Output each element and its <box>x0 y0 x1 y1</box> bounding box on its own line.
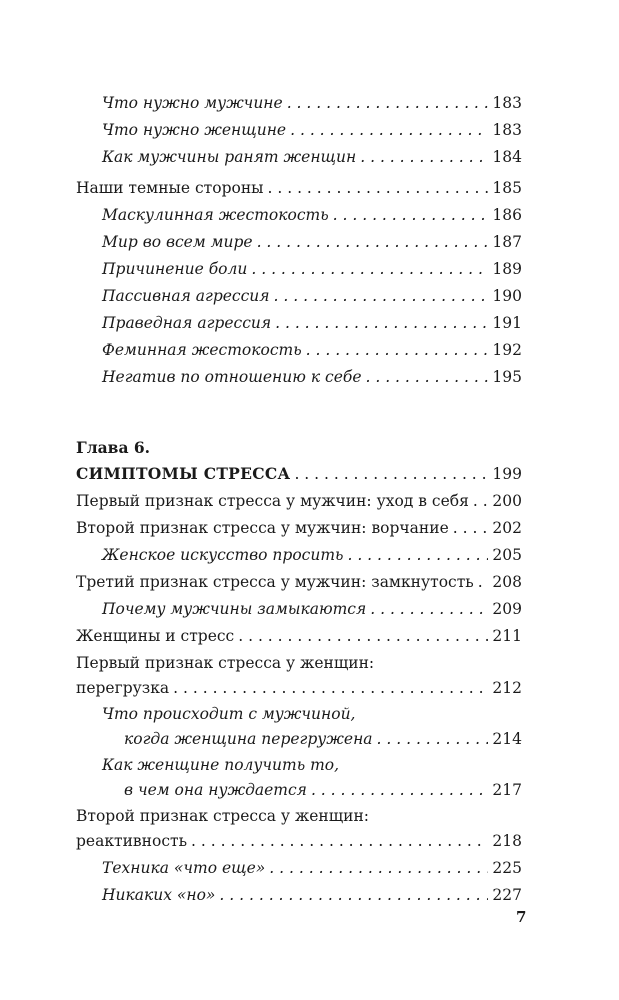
toc-entry-multiline[interactable] <box>76 753 522 803</box>
dot-leader <box>347 542 488 569</box>
toc-entry-page: 211 <box>492 627 522 645</box>
toc-entry-page: 195 <box>492 368 522 386</box>
page-number: 7 <box>516 908 527 926</box>
dot-leader <box>238 623 488 650</box>
toc-entry-title: Что нужно женщине <box>102 121 287 139</box>
toc-entry-page: 202 <box>492 519 522 537</box>
toc-entry-page: 214 <box>492 730 522 748</box>
dot-leader <box>191 829 488 854</box>
toc-entry[interactable] <box>76 202 522 229</box>
toc-entry-page: 199 <box>492 465 522 483</box>
toc-entry-title-line1: Первый признак стресса у женщин: <box>76 654 375 672</box>
toc-entry[interactable] <box>76 144 522 171</box>
chapter-title-entry[interactable] <box>76 460 522 488</box>
dot-leader <box>268 175 489 202</box>
toc-section-entry[interactable] <box>76 623 522 650</box>
toc-entry-title: Женское искусство просить <box>102 546 344 564</box>
toc-entry-page: 185 <box>492 179 522 197</box>
dot-leader <box>219 882 488 909</box>
toc-entry-title-line1: Второй признак стресса у женщин: <box>76 807 370 825</box>
toc-entry-title: Что нужно мужчине <box>102 94 283 112</box>
toc-entry[interactable] <box>76 229 522 256</box>
dot-leader <box>287 90 489 117</box>
toc-entry-title: Наши темные стороны <box>76 179 264 197</box>
dot-leader <box>251 256 488 283</box>
toc-entry-title: Женщины и стресс <box>76 627 235 645</box>
toc-entry-title: Техника «что еще» <box>102 859 266 877</box>
dot-leader <box>333 202 489 229</box>
toc-entry-title: Праведная агрессия <box>102 314 272 332</box>
toc-entry-page: 217 <box>492 781 522 799</box>
toc-entry-title-line2: когда женщина перегружена <box>124 730 373 748</box>
dot-leader <box>274 283 489 310</box>
toc-entry-page: 191 <box>492 314 522 332</box>
toc-entry-page: 187 <box>492 233 522 251</box>
toc-entry-page: 209 <box>492 600 522 618</box>
toc-entry[interactable] <box>76 855 522 882</box>
toc-entry-title-line1: Что происходит с мужчиной, <box>102 705 356 723</box>
toc-entry-title: Причинение боли <box>102 260 248 278</box>
dot-leader <box>366 364 489 391</box>
toc-entry-title: Мир во всем мире <box>102 233 253 251</box>
toc-entry-page: 212 <box>492 679 522 697</box>
toc-entry-title: Негатив по отношению к себе <box>102 368 362 386</box>
toc-entry[interactable] <box>76 256 522 283</box>
toc-entry-page: 205 <box>492 546 522 564</box>
toc-entry[interactable] <box>76 542 522 569</box>
toc-section-entry[interactable] <box>76 488 522 515</box>
toc-entry-title: Второй признак стресса у мужчин: ворчание <box>76 519 449 537</box>
toc-entry[interactable] <box>76 90 522 117</box>
dot-leader <box>453 515 489 542</box>
dot-leader <box>360 144 488 171</box>
toc-entry[interactable] <box>76 310 522 337</box>
dot-leader <box>294 461 488 488</box>
dot-leader <box>275 310 488 337</box>
toc-entry-title: Как мужчины ранят женщин <box>102 148 357 166</box>
dot-leader <box>173 676 488 701</box>
toc-entry-title-line2: перегрузка <box>76 679 170 697</box>
toc-entry-title: Пассивная агрессия <box>102 287 270 305</box>
toc-entry-title: Почему мужчины замыкаются <box>102 600 367 618</box>
toc-entry-title: Никаких «но» <box>102 886 216 904</box>
toc-section-entry-multiline[interactable] <box>76 651 522 701</box>
toc-entry[interactable] <box>76 283 522 310</box>
toc-entry-page: 184 <box>492 148 522 166</box>
dot-leader <box>306 337 489 364</box>
toc-entry[interactable] <box>76 337 522 364</box>
toc-entry-page: 183 <box>492 94 522 112</box>
toc-entry-page: 218 <box>492 832 522 850</box>
toc-entry-page: 225 <box>492 859 522 877</box>
toc-section-entry[interactable] <box>76 569 522 596</box>
toc-entry-title: Маскулинная жестокость <box>102 206 329 224</box>
dot-leader <box>370 596 488 623</box>
dot-leader <box>473 488 489 515</box>
toc-entry-multiline[interactable] <box>76 702 522 752</box>
dot-leader <box>257 229 489 256</box>
toc-entry-page: 183 <box>492 121 522 139</box>
toc-entry-title: Третий признак стресса у мужчин: замкнутость <box>76 573 474 591</box>
toc-entry[interactable] <box>76 882 522 909</box>
toc-entry-title-line1: Как женщине получить то, <box>102 756 340 774</box>
toc-entry-page: 208 <box>492 573 522 591</box>
toc-entry-title-line2: в чем она нуждается <box>124 781 307 799</box>
chapter-title: СИМПТОМЫ СТРЕССА <box>76 464 291 483</box>
toc-entry[interactable] <box>76 596 522 623</box>
dot-leader <box>478 569 489 596</box>
toc-entry-page: 186 <box>492 206 522 224</box>
toc-entry-title: Феминная жестокость <box>102 341 302 359</box>
toc-entry-page: 192 <box>492 341 522 359</box>
toc-entry[interactable] <box>76 117 522 144</box>
toc-entry[interactable] <box>76 364 522 391</box>
toc-section-entry[interactable] <box>76 515 522 542</box>
toc-section-entry[interactable] <box>76 175 522 202</box>
dot-leader <box>290 117 488 144</box>
dot-leader <box>269 855 488 882</box>
toc-entry-title: Первый признак стресса у мужчин: уход в себя <box>76 492 469 510</box>
dot-leader <box>377 727 489 752</box>
toc-entry-title-line2: реактивность <box>76 832 188 850</box>
toc-entry-page: 227 <box>492 886 522 904</box>
toc-entry-page: 200 <box>492 492 522 510</box>
toc-entry-page: 189 <box>492 260 522 278</box>
chapter-label: Глава 6. <box>76 438 151 457</box>
dot-leader <box>311 778 488 803</box>
toc-entry-page: 190 <box>492 287 522 305</box>
table-of-contents <box>76 90 522 909</box>
toc-section-entry-multiline[interactable] <box>76 804 522 854</box>
